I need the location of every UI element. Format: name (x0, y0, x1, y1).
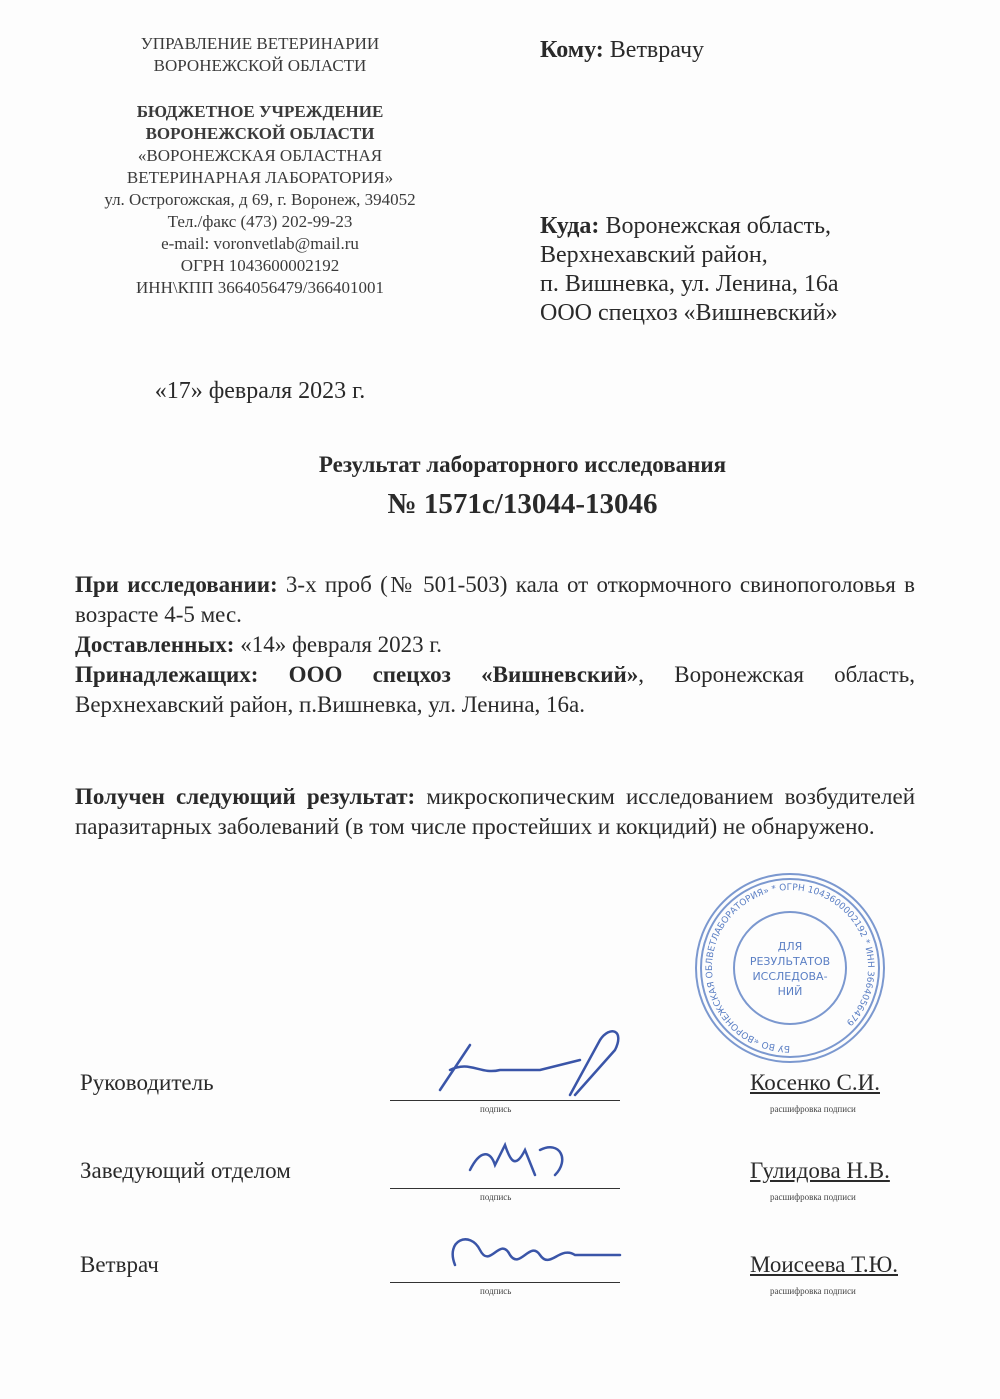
name-caption: расшифровка подписи (770, 1104, 856, 1114)
address-line: Верхнехавский район, (540, 242, 768, 268)
signature-row (80, 1158, 940, 1218)
signer-name: Косенко С.И. (750, 1070, 880, 1095)
stamp-inner-text (750, 940, 830, 998)
sender-ogrn: ОГРН 1043600002192 (180, 256, 340, 275)
signature-caption: подпись (480, 1104, 512, 1114)
recipient-to (540, 36, 704, 65)
svg-text:НИЙ: НИЙ (777, 985, 803, 998)
signature-row (80, 1070, 940, 1130)
document-number: № 1571с/13044-13046 (387, 488, 658, 520)
sender-inn: ИНН\КПП 3664056479/366401001 (136, 278, 384, 297)
signer-name: Гулидова Н.В. (750, 1158, 890, 1183)
signer-name: Моисеева Т.Ю. (750, 1252, 898, 1277)
address-line: Воронежская область, (605, 213, 832, 239)
signature-row (80, 1252, 940, 1312)
to-value: Ветврачу (609, 37, 705, 63)
sender-header (40, 33, 480, 299)
lab-name-line: «ВОРОНЕЖСКАЯ ОБЛАСТНАЯ (137, 146, 383, 165)
result-label: Получен следующий результат: (75, 784, 416, 809)
round-stamp (696, 874, 884, 1062)
document-date: «17» февраля 2023 г. (154, 378, 366, 404)
stamp-outer-text: БУ ВО «ВОРОНЕЖСКАЯ ОБЛВЕТЛАБОРАТОРИЯ» * ОГРН 1043600002192 * ИНН 3664056479 (705, 882, 876, 1054)
signature-caption: подпись (480, 1286, 512, 1296)
owner-text: , Воронежская область, Верхнехавский район, п.Вишневка, ул. Ленина, 16а. (75, 662, 915, 717)
delivered-label: Доставленных: (75, 632, 235, 657)
address-line: ООО спецхоз «Вишневский» (540, 300, 838, 326)
sender-email: e-mail: voronvetlab@mail.ru (161, 234, 359, 253)
ministry-line: ВОРОНЕЖСКОЙ ОБЛАСТИ (153, 56, 367, 75)
study-label: При исследовании: (75, 572, 278, 597)
address-line: п. Вишневка, ул. Ленина, 16а (540, 271, 839, 297)
study-text: 3-х проб (№ 501-503) кала от откормочного свинопоголовья в возрасте 4-5 мес. (75, 572, 916, 627)
signer-role: Руководитель (80, 1070, 214, 1095)
sender-address: ул. Острогожская, д 69, г. Воронеж, 394052 (104, 190, 416, 209)
signature-caption: подпись (480, 1192, 512, 1202)
svg-text:ИССЛЕДОВА-: ИССЛЕДОВА- (752, 970, 828, 983)
name-caption: расшифровка подписи (770, 1286, 856, 1296)
name-caption: расшифровка подписи (770, 1192, 856, 1202)
svg-text:ДЛЯ: ДЛЯ (777, 940, 803, 953)
signature-line (390, 1100, 620, 1101)
institution-line: БЮДЖЕТНОЕ УЧРЕЖДЕНИЕ (136, 102, 384, 121)
signer-role: Ветврач (80, 1252, 159, 1277)
document-title: Результат лабораторного исследования (318, 452, 727, 477)
institution-line: ВОРОНЕЖСКОЙ ОБЛАСТИ (145, 124, 375, 143)
study-details (75, 570, 915, 720)
recipient-address (540, 212, 838, 328)
owner-label: Принадлежащих: ООО спецхоз «Вишневский» (75, 662, 639, 687)
signer-role: Заведующий отделом (80, 1158, 291, 1183)
signature-line (390, 1188, 620, 1189)
result-section (75, 782, 915, 842)
svg-text:РЕЗУЛЬТАТОВ: РЕЗУЛЬТАТОВ (749, 955, 831, 968)
where-label: Куда: (540, 213, 600, 239)
ministry-line: УПРАВЛЕНИЕ ВЕТЕРИНАРИИ (140, 34, 380, 53)
sender-phone: Тел./факс (473) 202-99-23 (167, 212, 353, 231)
result-text: микроскопическим исследованием возбудителей паразитарных заболеваний (в том числе простейших и кокцидий) не обнаружено. (75, 784, 916, 839)
to-label: Кому: (540, 37, 604, 63)
lab-name-line: ВЕТЕРИНАРНАЯ ЛАБОРАТОРИЯ» (126, 168, 394, 187)
delivered-text: «14» февраля 2023 г. (240, 632, 442, 657)
signature-line (390, 1282, 620, 1283)
